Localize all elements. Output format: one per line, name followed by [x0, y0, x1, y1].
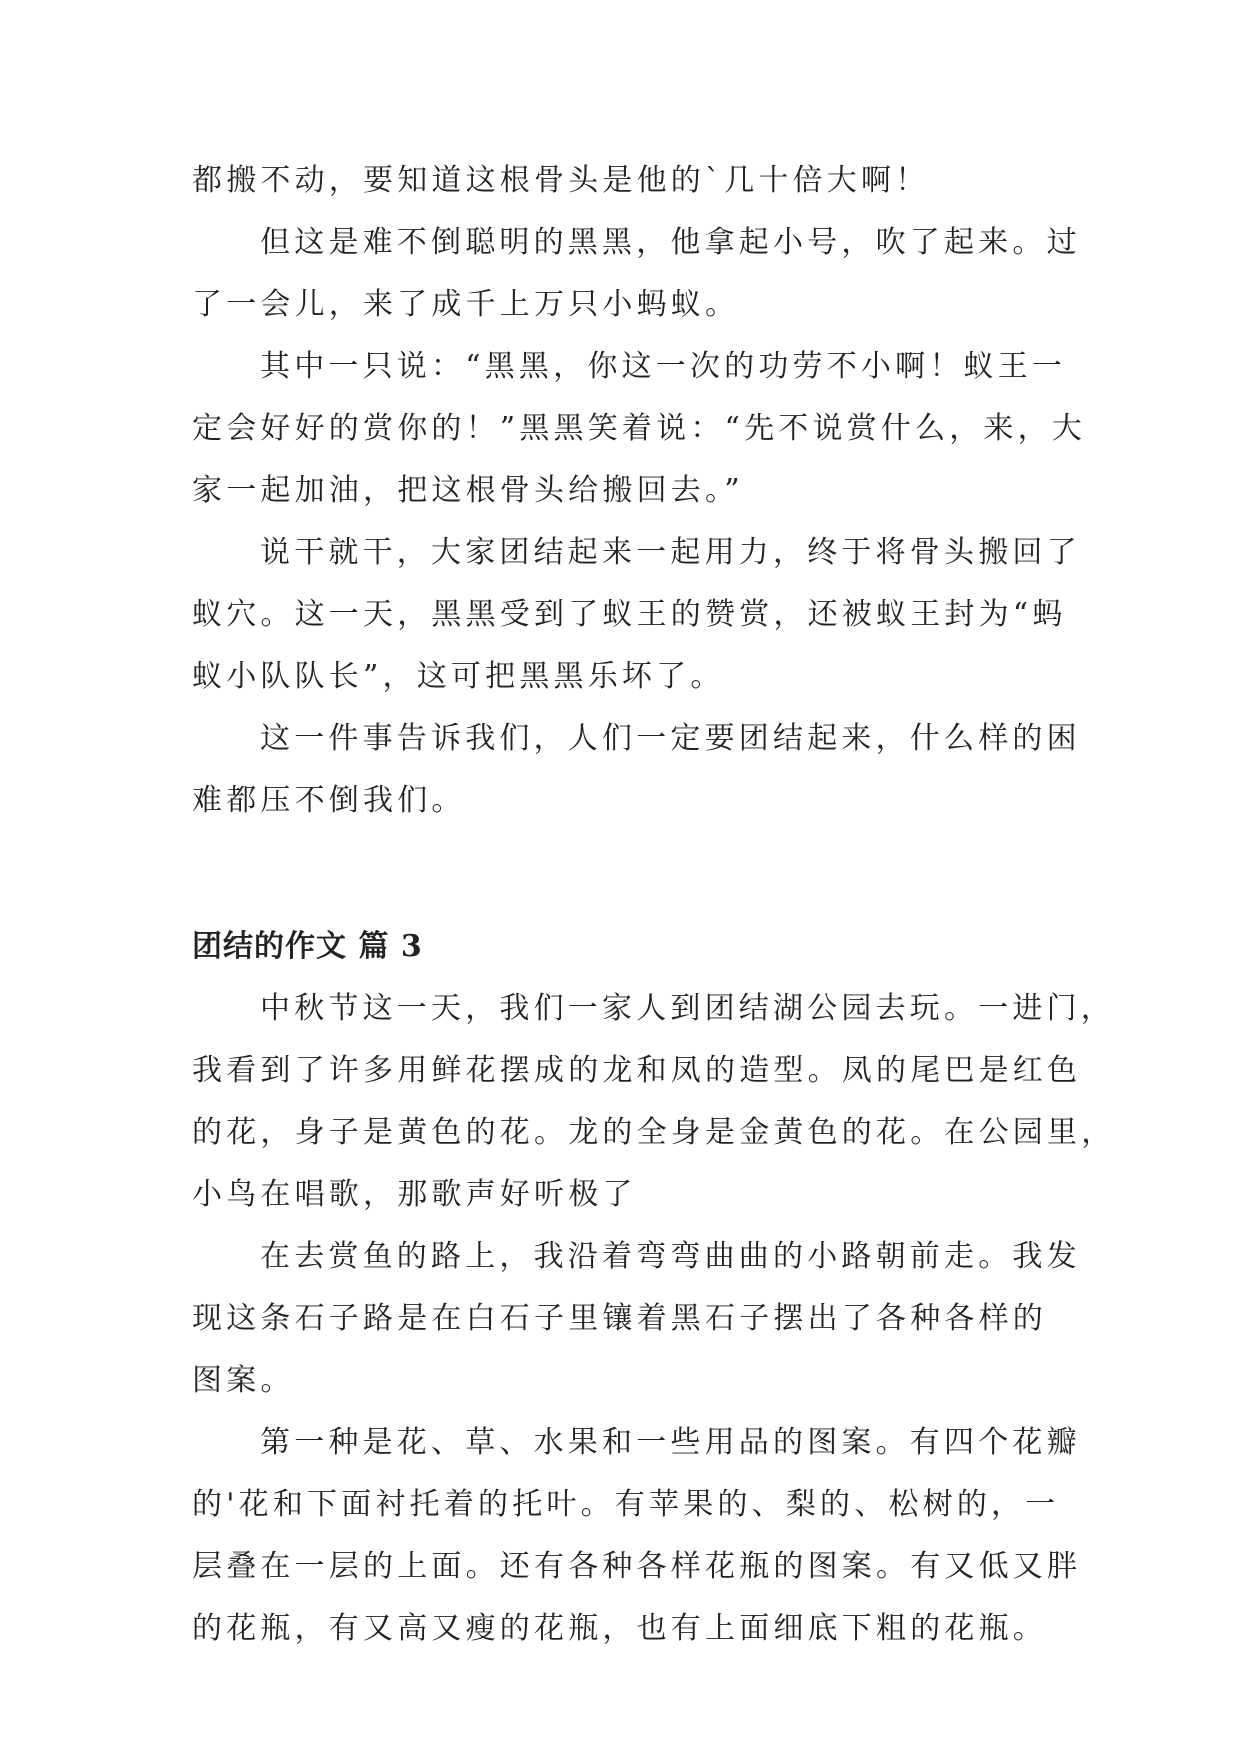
- text-line: 都搬不动，要知道这根骨头是他的`几十倍大啊！: [192, 163, 930, 198]
- text-line: 难都压不倒我们。: [192, 783, 466, 818]
- section-heading: 团结的作文 篇 3: [192, 929, 423, 964]
- text-line: 我看到了许多用鲜花摆成的龙和凤的造型。凤的尾巴是红色: [192, 1053, 1082, 1088]
- text-line: 的花，身子是黄色的花。龙的全身是金黄色的花。在公园里，: [192, 1115, 1116, 1150]
- text-line: 但这是难不倒聪明的黑黑，他拿起小号，吹了起来。过: [260, 225, 1081, 260]
- section-gap: [192, 832, 1060, 916]
- text-line: 其中一只说：“黑黑，你这一次的功劳不小啊！蚁王一: [260, 349, 1067, 384]
- text-line: 现这条石子路是在白石子里镶着黑石子摆出了各种各样的: [192, 1301, 1047, 1336]
- essay-3-block: [192, 978, 1116, 1660]
- text-line: 第一种是花、草、水果和一些用品的图案。有四个花瓣: [260, 1425, 1081, 1460]
- text-line: 的'花和下面衬托着的托叶。有苹果的、梨的、松树的，一: [192, 1487, 1060, 1522]
- story-ending-block: [192, 150, 1087, 832]
- text-line: 小鸟在唱歌，那歌声好听极了: [192, 1177, 637, 1212]
- text-line: 家一起加油，把这根骨头给搬回去。”: [192, 473, 744, 508]
- document-page: [192, 150, 1116, 1660]
- text-line: 的花瓶，有又高又瘦的花瓶，也有上面细底下粗的花瓶。: [192, 1611, 1047, 1646]
- text-line: 在去赏鱼的路上，我沿着弯弯曲曲的小路朝前走。我发: [260, 1239, 1081, 1274]
- text-line: 中秋节这一天，我们一家人到团结湖公园去玩。一进门，: [260, 991, 1115, 1026]
- text-line: 蚁穴。这一天，黑黑受到了蚁王的赞赏，还被蚁王封为“蚂: [192, 597, 1067, 632]
- text-line: 蚁小队队长”，这可把黑黑乐坏了。: [192, 659, 725, 694]
- text-line: 定会好好的赏你的！”黑黑笑着说：“先不说赏什么，来，大: [192, 411, 1087, 446]
- text-line: 这一件事告诉我们，人们一定要团结起来，什么样的困: [260, 721, 1081, 756]
- text-line: 图案。: [192, 1363, 295, 1398]
- text-line: 说干就干，大家团结起来一起用力，终于将骨头搬回了: [260, 535, 1081, 570]
- text-line: 了一会儿，来了成千上万只小蚂蚁。: [192, 287, 740, 322]
- text-line: 层叠在一层的上面。还有各种各样花瓶的图案。有又低又胖: [192, 1549, 1082, 1584]
